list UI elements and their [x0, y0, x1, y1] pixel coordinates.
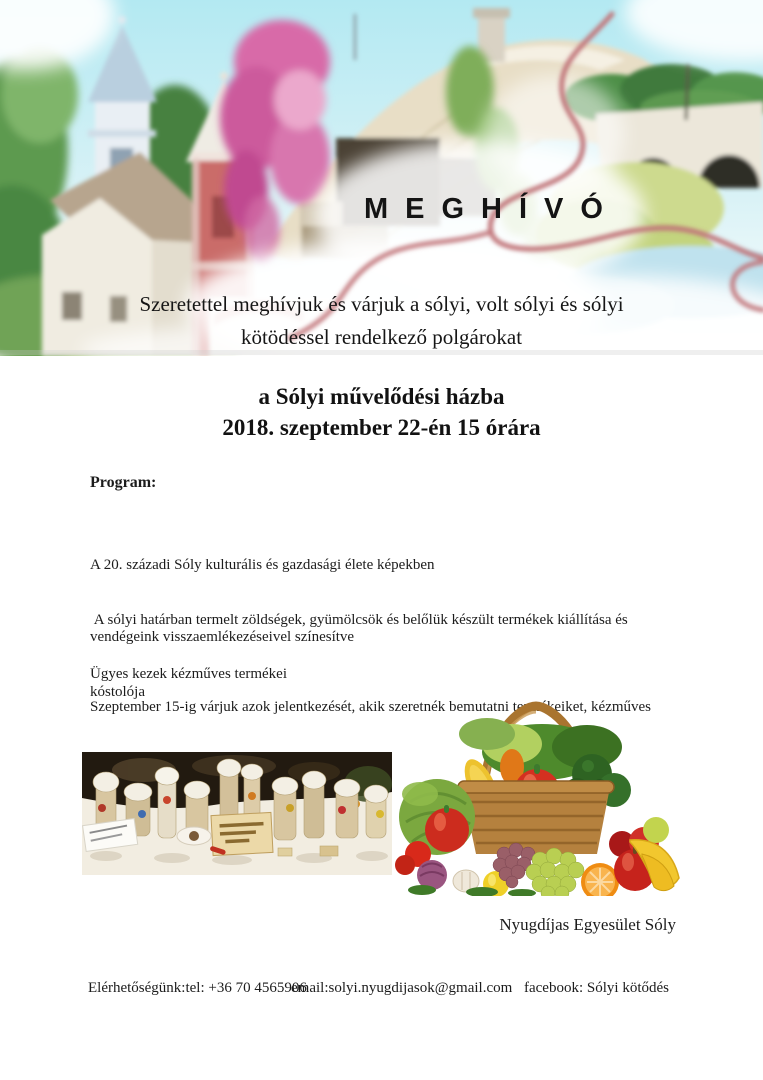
invite-line: Szeretettel meghívjuk és várjuk a sólyi, volt sólyi és sólyi [139, 292, 624, 316]
event-heading [0, 381, 763, 443]
orange-half [581, 863, 619, 896]
contact-line [0, 980, 763, 1002]
basket-body [458, 781, 614, 854]
market-photo [82, 752, 392, 875]
green-grapes [526, 848, 584, 896]
page-title: MEGHÍVÓ [364, 193, 620, 225]
program-item-line: kóstolója [90, 684, 145, 700]
contact-phone: Elérhetőségünk:tel: +36 70 4565906 [88, 980, 307, 996]
event-venue: a Sólyi művelődési házba [258, 384, 505, 409]
invite-text [0, 288, 763, 354]
fruit-basket-photo [392, 692, 680, 896]
invite-line: kötödéssel rendelkező polgárokat [240, 325, 523, 349]
contact-email: email:solyi.nyugdijasok@gmail.com [291, 980, 513, 996]
program-item-line: Ügyes kezek kézműves termékei [90, 666, 287, 682]
event-datetime: 2018. szeptember 22-én 15 órára [222, 415, 541, 440]
signature-text: Nyugdíjas Egyesület Sóly [499, 915, 676, 934]
program-item-line: A 20. századi Sóly kulturális és gazdasági élete képekben [90, 557, 435, 573]
program-item-line: A sólyi határban termelt zöldségek, gyümölcsök és belőlük készült termékek kiállítása és [90, 612, 628, 628]
contact-facebook: facebook: Sólyi kötődés [524, 980, 669, 996]
program-heading: Program: [90, 474, 157, 491]
program-item-line: vendégeink visszaemlékezéseivel színesítve [90, 629, 355, 645]
program-item-line: Szeptember 15-ig várjuk azok jelentkezését, akik szeretnék bemutatni termékeiket, kézműves [90, 699, 652, 715]
